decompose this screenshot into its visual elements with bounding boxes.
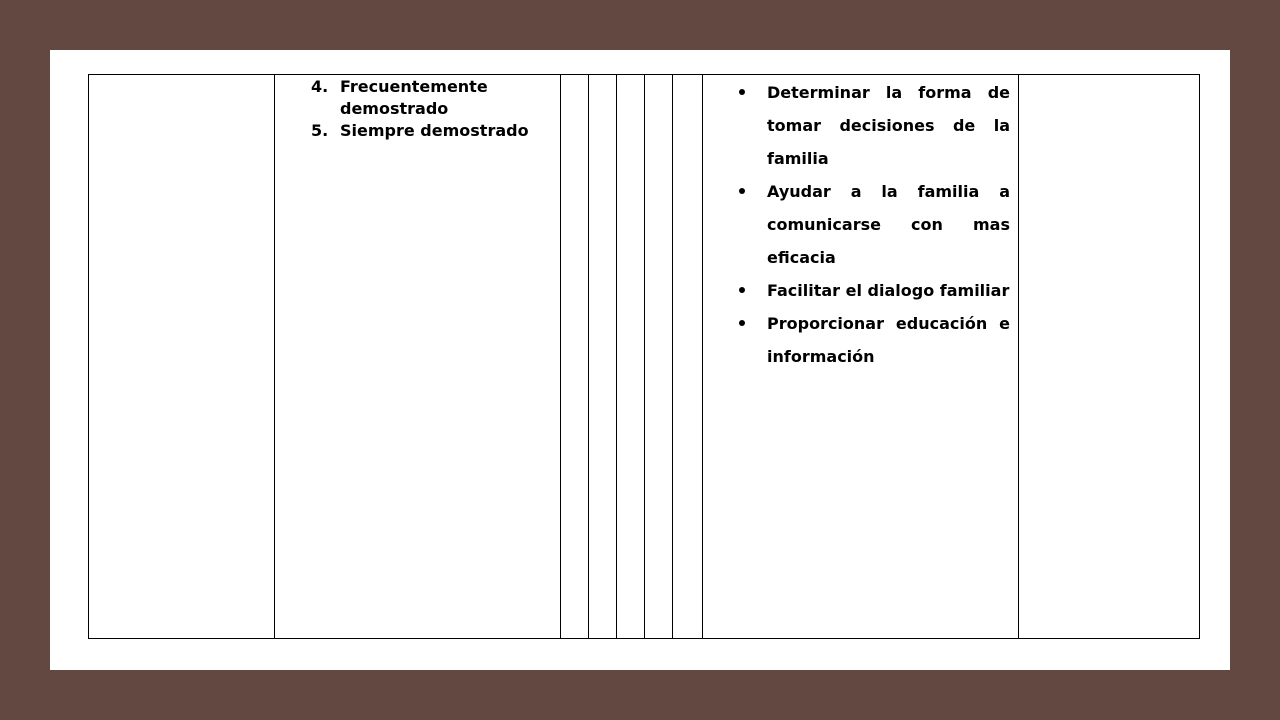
activities-list: [703, 76, 1018, 373]
bullet-icon: [703, 274, 767, 307]
bullet-icon: [703, 307, 767, 373]
score-cell-1: [561, 75, 589, 639]
care-plan-table: [88, 74, 1200, 639]
score-cell-4: [645, 75, 673, 639]
indicator-scale-list: [275, 76, 560, 142]
list-item: Ayudar a la familia a comunicarse con mas eficacia: [703, 175, 1018, 274]
list-item: Facilitar el dialogo familiar: [703, 274, 1018, 307]
list-item: Determinar la forma de tomar decisiones de la familia: [703, 76, 1018, 175]
list-item: 5. Siempre demostrado: [311, 121, 529, 140]
score-cell-5: [673, 75, 703, 639]
diagnosis-cell: [89, 75, 275, 639]
list-item: Proporcionar educación e información: [703, 307, 1018, 373]
evaluation-cell: [1019, 75, 1200, 639]
activities-cell: [703, 75, 1019, 639]
score-cell-2: [589, 75, 617, 639]
indicator-scale-cell: [275, 75, 561, 639]
table-row: [89, 75, 1200, 639]
score-cell-3: [617, 75, 645, 639]
bullet-icon: [703, 175, 767, 274]
bullet-icon: [703, 76, 767, 175]
list-item: 4. Frecuentemente demostrado: [311, 77, 488, 118]
document-page: [50, 50, 1230, 670]
